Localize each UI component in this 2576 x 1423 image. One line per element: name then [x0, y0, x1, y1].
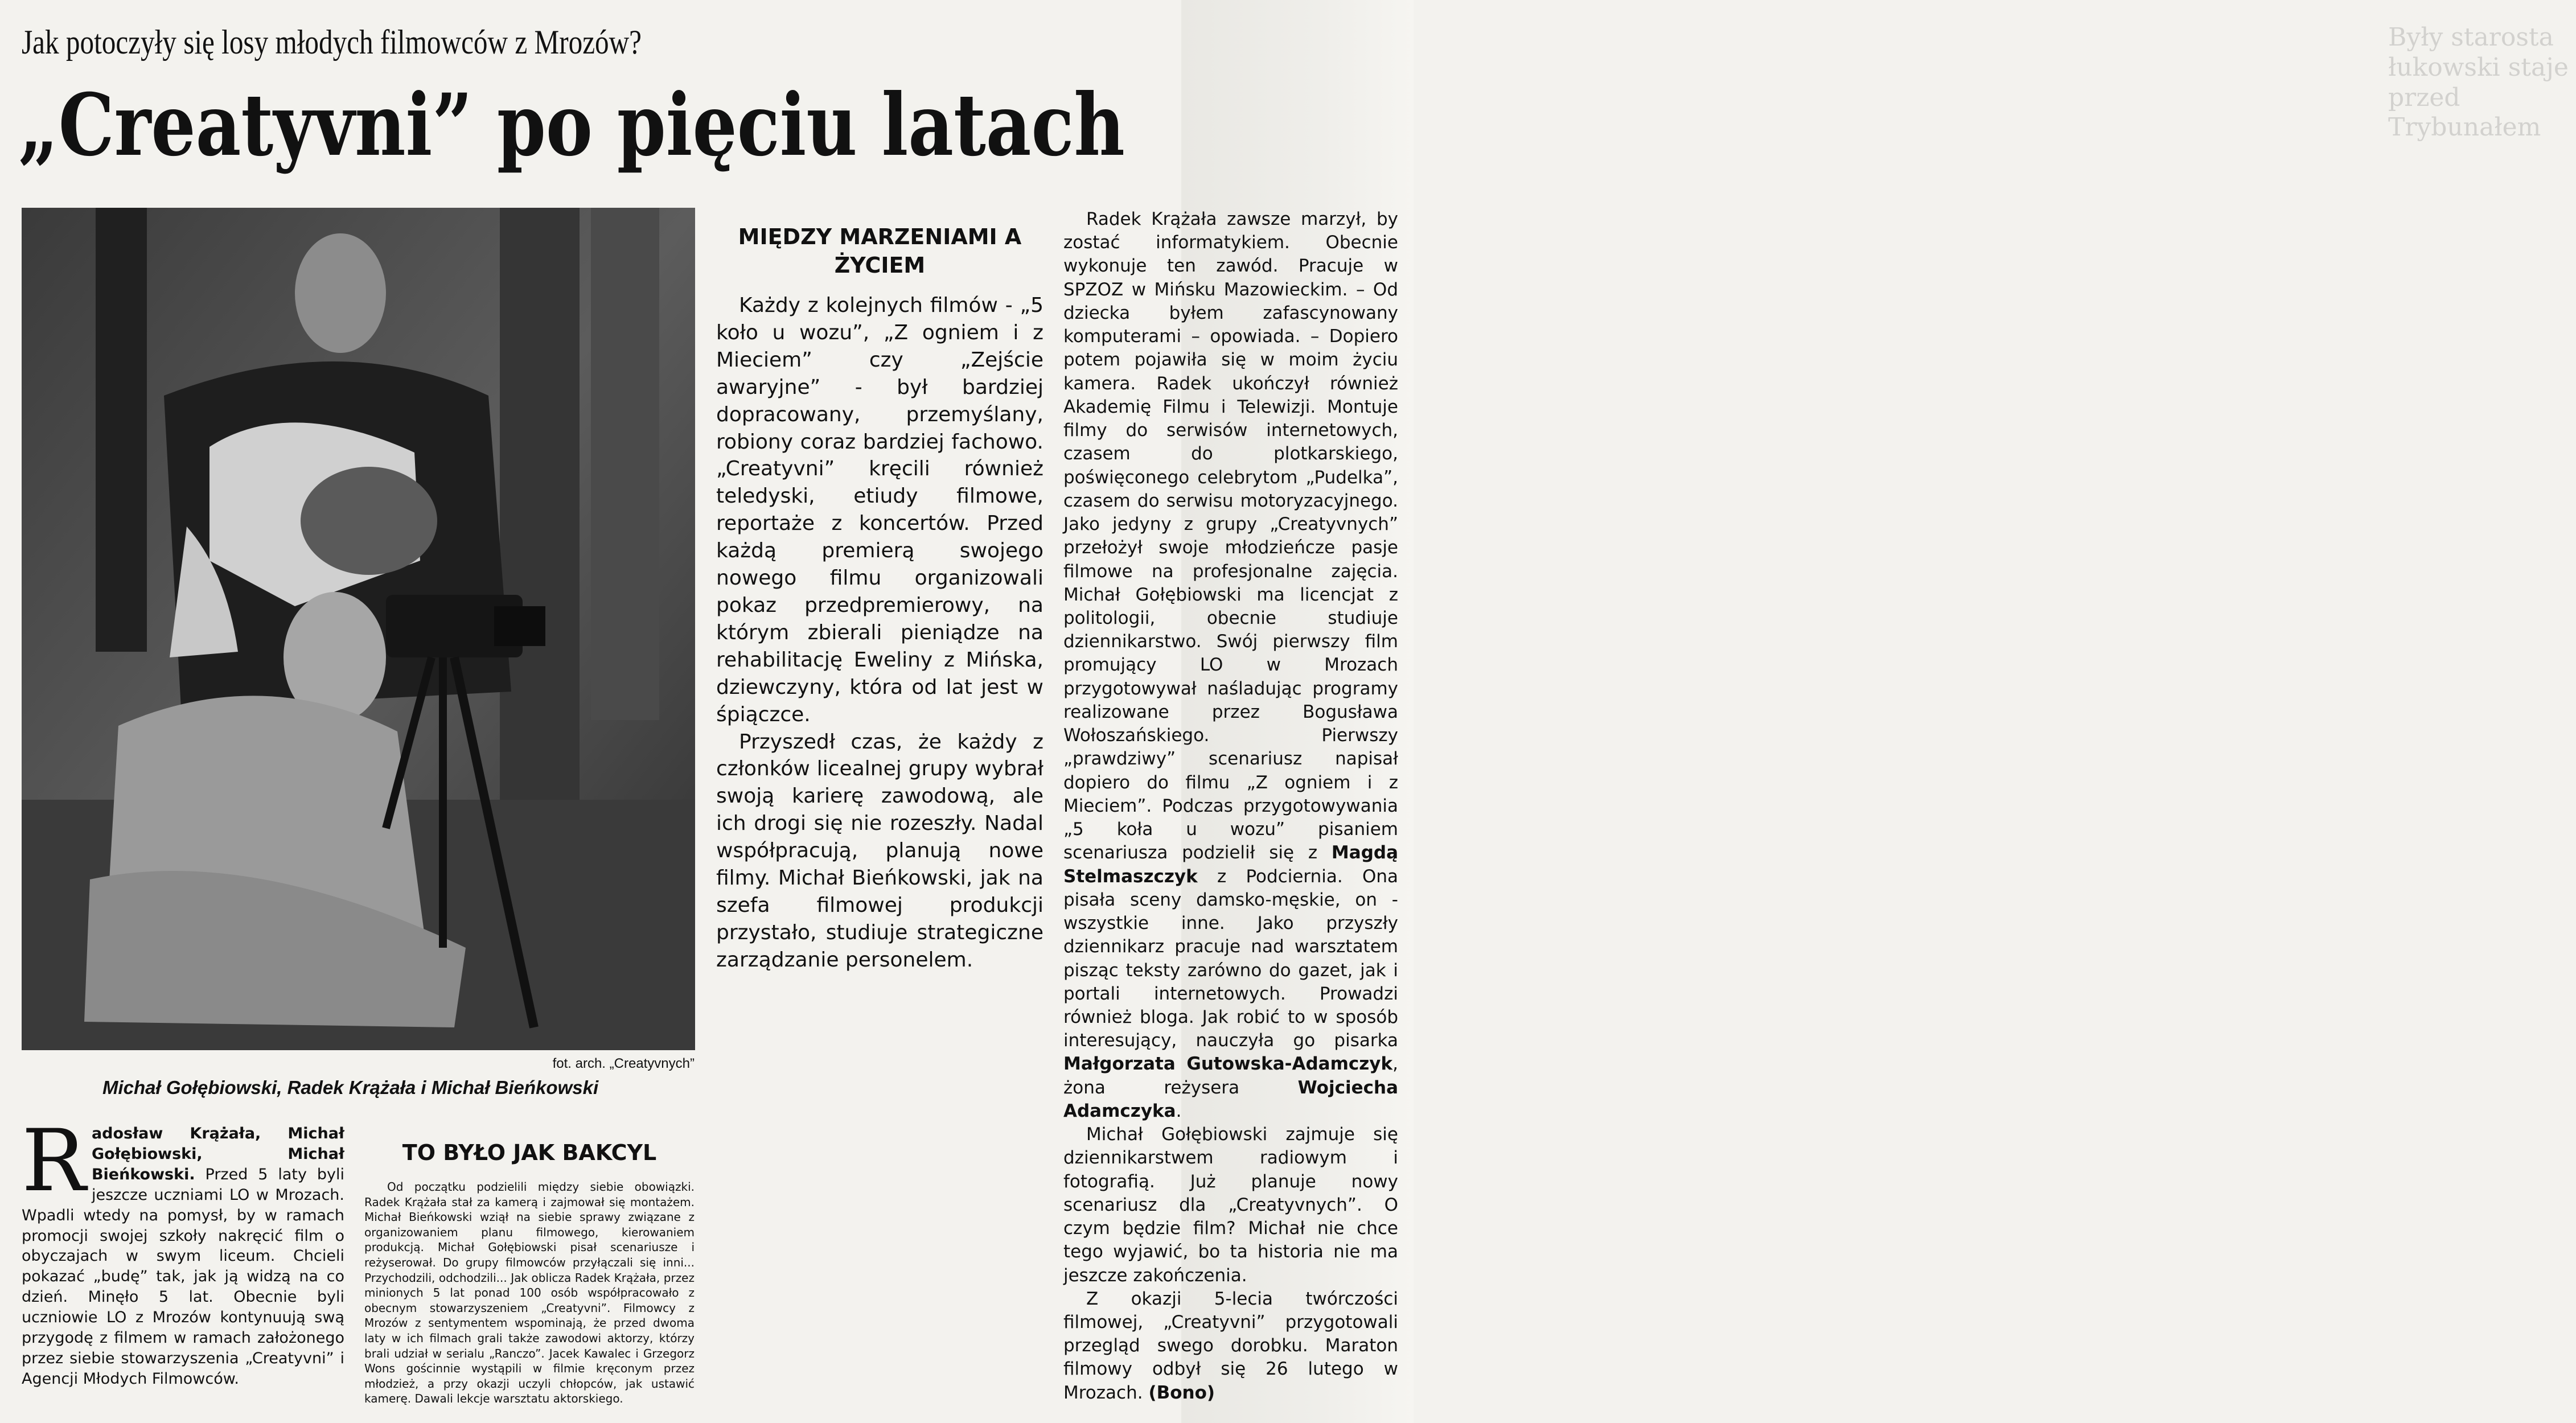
lead-text: Przed 5 laty byli jeszcze uczniami LO w Mrozach. Wpadli wtedy na pomysł, by w ramach promocji swojej szkoły nakręcić film o obyczajach w swym liceum. Chcieli pokazać „budę” tak, jak ją widzą na co dzień. Minęło 5 lat. Obecnie byli uczniowie LO z Mrozów kontynuują swą przygodę z filmem w ramach założonego przez siebie stowarzyszenia „Creatyvni” i Agencji Młodych Filmowców.: [22, 1165, 344, 1388]
tree-trunk-right: [500, 208, 580, 891]
paragraph-kariera: Przyszedł czas, że każdy z członków licealnej grupy wybrał swoją karierę zawodową, ale ich drogi się nie rozeszły. Nadal współpracują, planują nowe filmy. Michał Bieńkowski, jak na szefa filmowej produkcji przystało, studiuje strategiczne zarządzanie personelem.: [716, 730, 1043, 972]
text-column-1: [22, 1112, 344, 1389]
paragraph-radek-text-2: z Podciernia. Ona pisała sceny damsko-męskie, on - wszystkie inne. Jako przyszły dziennikarz pracuje nad warsztatem pisząc teksty zarówno do gazet, jak i portali internetowych. Prowadzi również bloga. Jak robić to w sposób interesujący, nauczyła go pisarka: [1063, 866, 1398, 1051]
subhead-marzenia: MIĘDZY MARZENIAMI A ŻYCIEM: [738, 224, 1022, 278]
paragraph-radek: [1063, 208, 1398, 1123]
article-kicker: Jak potoczyły się losy młodych filmowców z Mrozów?: [22, 23, 642, 61]
tree-trunk-left: [96, 208, 147, 652]
text-column-3: [716, 208, 1043, 974]
lead-paragraph: [22, 1112, 344, 1389]
paragraph-radek-text: Radek Krążała zawsze marzył, by zostać informatykiem. Obecnie wykonuje ten zawód. Pracuje w SPZOZ w Mińsku Mazowieckim. – Od dziecka byłem zafascynowany komputerami – opowiada. – Dopiero potem pojawiła się w moim życiu kamera. Radek ukończył również Akademię Filmu i Telewizji. Montuje filmy do serwisów internetowych, czasem do plotkarskiego, poświęconego celebrytom „Pudelka”, czasem do serwisu motoryzacyjnego. Jako jedyny z grupy „Creatyvnych” przełożył swoje młodzieńcze pasje filmowe na profesjonalne zajęcia. Michał Gołębiowski ma licencjat z politologii, obecnie studiuje dziennikarstwo. Swój pierwszy film promujący LO w Mrozach przygotowywał naśladując programy realizowane przez Bogusława Wołoszańskiego. Pierwszy „prawdziwy” scenariusz napisał dopiero do filmu „Z ogniem i z Mieciem”. Podczas przygotowywania „5 koła u wozu” pisaniem scenariusza podzielił się z: [1063, 209, 1398, 863]
paragraph-radek-end: .: [1176, 1100, 1182, 1121]
standing-man-head: [295, 233, 386, 353]
drop-cap: R: [22, 1112, 86, 1211]
photo-illustration: [22, 208, 695, 1050]
photo-caption: Michał Gołębiowski, Radek Krążała i Michał Bieńkowski: [102, 1077, 599, 1098]
paragraph-filmy: Każdy z kolejnych filmów - „5 koło u wozu”, „Z ogniem i z Mieciem” czy „Zejście awaryjne” - był bardziej dopracowany, przemyślany, robiony coraz bardziej fachowo. „Creatyvni” kręcili również teledyski, etiudy filmowe, reportaże z koncertów. Przed każdą premierą swojego nowego filmu organizowali pokaz przedpremierowy, na którym zbierali pieniądze na rehabilitację Eweliny z Mińska, dziewczyny, która od lat jest w śpiączce.: [716, 294, 1043, 726]
paragraph-radek-text-3: , żona reżysera: [1063, 1054, 1398, 1098]
name-adamczyk: Wojciecha Adamczyka: [1063, 1077, 1398, 1121]
paragraph-golebiowski: Michał Gołębiowski zajmuje się dziennikarstwem radiowym i fotografią. Już planuje nowy scenariusz dla „Creatyvnych”. O czym będzie film? Michał nie chce tego wyjawić, bo ta historia nie ma jeszcze zakończenia.: [1063, 1124, 1398, 1286]
name-gutowska: Małgorzata Gutowska-Adamczyk: [1063, 1054, 1393, 1075]
text-column-2: [364, 1124, 695, 1406]
name-stelmaszczyk: Magdą Stelmaszczyk: [1063, 842, 1398, 887]
subhead-bakcyl: TO BYŁO JAK BAKCYL: [402, 1140, 657, 1165]
author-signature: (Bono): [1148, 1382, 1215, 1403]
bleed-through-text: Były starosta łukowski staje przed Trybunałem: [2388, 23, 2569, 142]
paragraph-obowiazki: Od początku podzielili między siebie obowiązki. Radek Krążała stał za kamerą i zajmował się montażem. Michał Bieńkowski wziął na siebie sprawy związane z organizowaniem planu filmowego, kierowaniem produkcją. Michał Gołębiowski pisał scenariusze i reżyserował. Do grupy filmowców przyłączali się inni... Przychodzili, odchodzili... Jak oblicza Radek Krążała, przez minionych 5 lat ponad 100 osób współpracowało z obecnym stowarzyszeniem „Creatyvni”. Filmowcy z Mrozów z sentymentem wspominają, że przed dwoma laty w ich filmach grali także zawodowi aktorzy, którzy brali udział w serialu „Ranczo”. Jacek Kawalec i Grzegorz Wons gościnnie wystąpili w filmie kręconym przez młodzież, a przy okazji uczyli chłopców, jak ustawić kamerę. Dawali lekcje warsztatu aktorskiego.: [364, 1180, 695, 1406]
lead-names: adosław Krążała, Michał Gołębiowski, Michał Bieńkowski.: [91, 1125, 344, 1183]
article-headline: „Creatyvni” po pięciu latach: [18, 75, 1125, 175]
paragraph-maraton-text: Z okazji 5-lecia twórczości filmowej, „Creatyvni” przygotowali przegląd swego dorobku. Maraton filmowy odbył się 26 lutego w Mrozach.: [1063, 1288, 1398, 1403]
leaning-man-head: [301, 467, 437, 575]
text-column-4: [1063, 208, 1398, 1405]
article-photo: [22, 208, 695, 1050]
photo-credit: fot. arch. „Creatyvnych”: [552, 1056, 695, 1071]
paragraph-maraton: [1063, 1288, 1398, 1405]
